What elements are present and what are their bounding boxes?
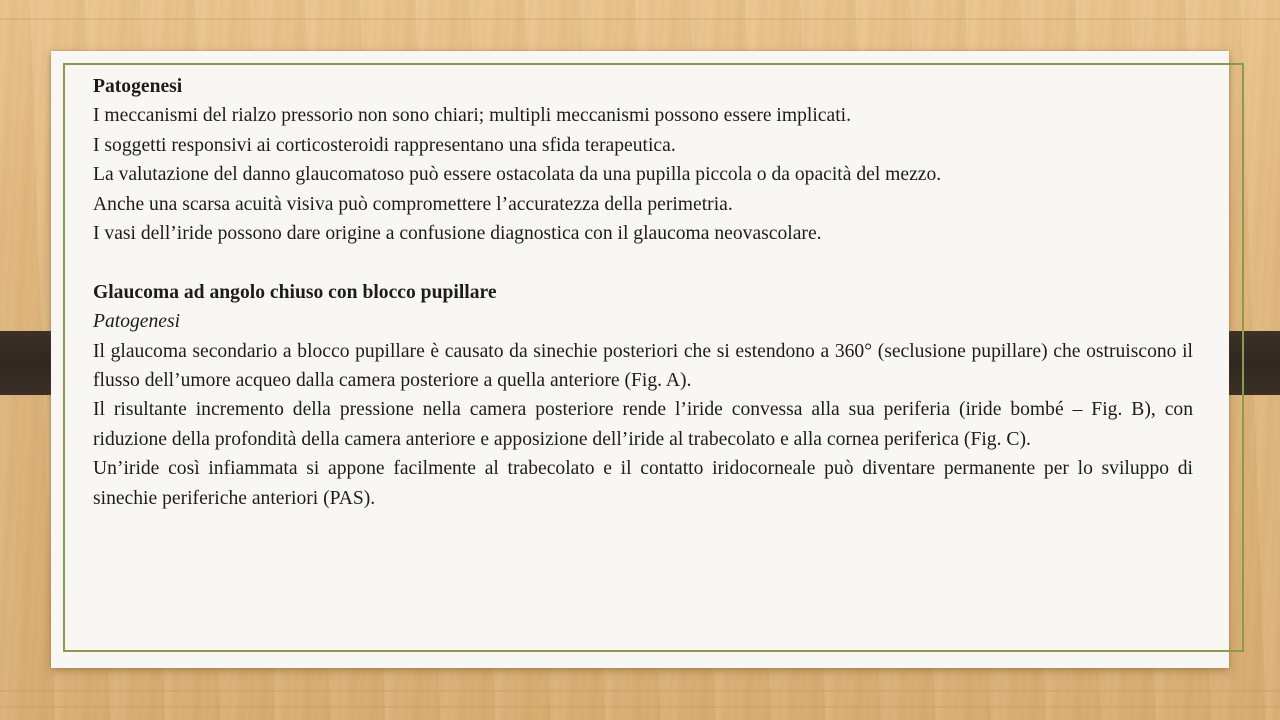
wood-grain bbox=[0, 706, 1280, 708]
text-line: I meccanismi del rialzo pressorio non sono chiari; multipli meccanismi possono essere implicati. bbox=[93, 105, 851, 127]
paragraph: Il risultante incremento della pressione nella camera posteriore rende l’iride convessa alla sua periferia (iride bombé – Fig. B), con riduzione della profondità della camera anteriore e apposizione dell’iride al trabecolato e alla cornea periferica (Fig. C). bbox=[93, 399, 1193, 450]
section-heading-glaucoma: Glaucoma ad angolo chiuso con blocco pupillare bbox=[93, 281, 497, 303]
paragraph: Il glaucoma secondario a blocco pupillare è causato da sinechie posteriori che si estendono a 360° (seclusione pupillare) che ostruiscono il flusso dell’umore acqueo dalla camera posteriore a quella anteriore (Fig. A). bbox=[93, 340, 1193, 392]
left-decorative-band bbox=[0, 331, 56, 395]
text-line: Anche una scarsa acuità visiva può compromettere l’accuratezza della perimetria. bbox=[93, 193, 733, 215]
slide-content bbox=[93, 72, 1193, 513]
paragraph: Un’iride così infiammata si appone facilmente al trabecolato e il contatto iridocorneale può diventare permanente per lo sviluppo di sinechie periferiche anteriori (PAS). bbox=[93, 458, 1193, 509]
wood-grain bbox=[0, 18, 1280, 20]
subheading-patogenesi: Patogenesi bbox=[93, 311, 181, 333]
text-line: La valutazione del danno glaucomatoso può essere ostacolata da una pupilla piccola o da opacità del mezzo. bbox=[93, 164, 942, 186]
section-heading-patogenesi: Patogenesi bbox=[93, 76, 183, 97]
spacer bbox=[93, 248, 1193, 277]
text-line: I vasi dell’iride possono dare origine a confusione diagnostica con il glaucoma neovascolare. bbox=[93, 223, 822, 245]
text-line: I soggetti responsivi ai corticosteroidi rappresentano una sfida terapeutica. bbox=[93, 134, 676, 156]
wood-grain bbox=[0, 690, 1280, 692]
